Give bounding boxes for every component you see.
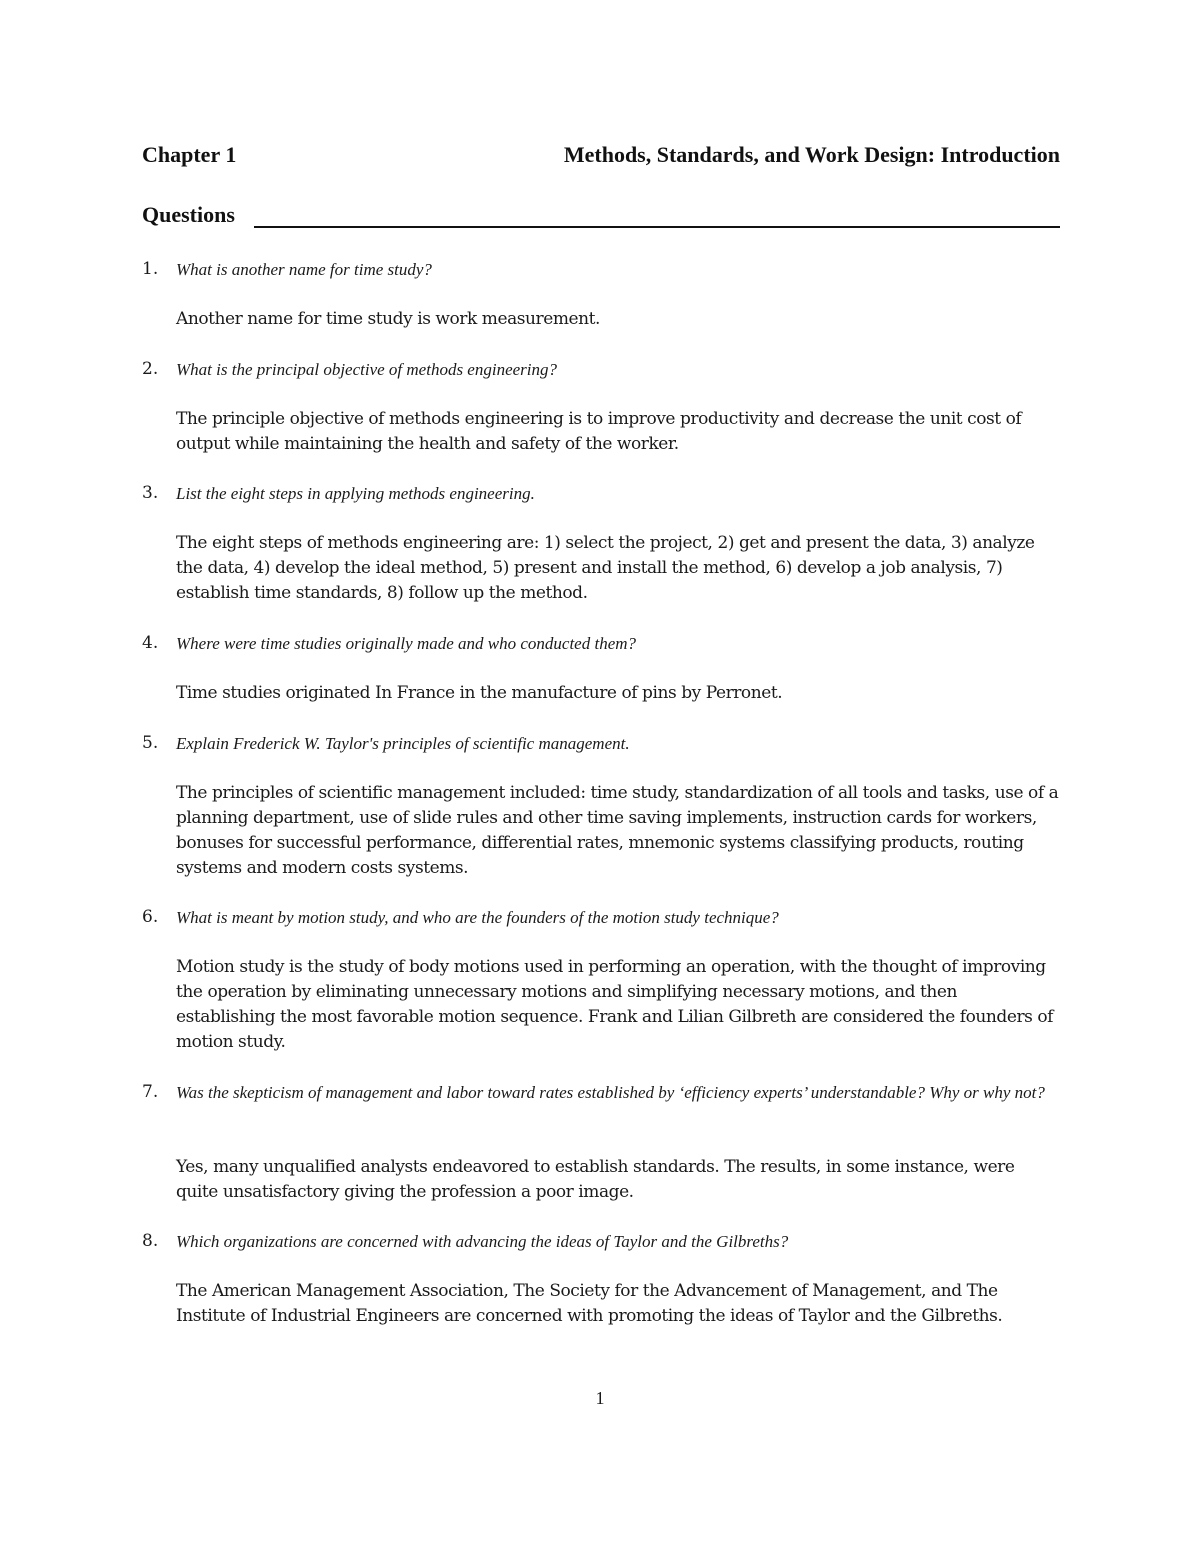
answer-text: The eight steps of methods engineering are: 1) select the project, 2) get and present the data, 3) analyze the data, 4) develop the ideal method, 5) present and install the method, 6) develop a job analysis, 7) establish time standards, 8) follow up the method.	[176, 533, 1035, 603]
question-number: 2.	[142, 359, 159, 379]
answer-text: Another name for time study is work measurement.	[176, 309, 600, 329]
question-text: What is the principal objective of methods engineering?	[176, 360, 558, 379]
answer-text: The principles of scientific management included: time study, standardization of all tools and tasks, use of a planning department, use of slide rules and other time saving implements, instruction cards for workers, bonuses for successful performance, differential rates, mnemonic systems classifying products, routing systems and modern costs systems.	[176, 783, 1059, 878]
question-text: What is meant by motion study, and who are the founders of the motion study technique?	[176, 908, 779, 927]
question-number: 8.	[142, 1231, 159, 1251]
answer-text: Yes, many unqualified analysts endeavored to establish standards. The results, in some instance, were quite unsatisfactory giving the profession a poor image.	[176, 1157, 1015, 1202]
questions-heading	[142, 202, 1060, 232]
question-number: 1.	[142, 259, 159, 279]
chapter-label: Chapter 1	[142, 142, 237, 167]
question-number: 3.	[142, 483, 159, 503]
question-text: What is another name for time study?	[176, 260, 432, 279]
chapter-title: Methods, Standards, and Work Design: Introduction	[563, 142, 1060, 167]
page-number: 1	[595, 1388, 605, 1408]
question-text: Which organizations are concerned with advancing the ideas of Taylor and the Gilbreths?	[176, 1232, 789, 1251]
questions-label: Questions	[142, 202, 235, 227]
question-number: 7.	[142, 1082, 159, 1102]
heading-rule	[254, 226, 1060, 228]
question-text: Was the skepticism of management and labor toward rates established by ‘efficiency experts’ understandable? Why or why not?	[176, 1083, 1045, 1102]
question-number: 6.	[142, 907, 159, 927]
chapter-header	[142, 142, 1060, 174]
question-number: 5.	[142, 733, 159, 753]
question-text: List the eight steps in applying methods engineering.	[176, 484, 535, 503]
answer-text: The principle objective of methods engineering is to improve productivity and decrease the unit cost of output while maintaining the health and safety of the worker.	[176, 409, 1022, 454]
question-text: Explain Frederick W. Taylor's principles of scientific management.	[176, 734, 630, 753]
answer-text: Time studies originated In France in the manufacture of pins by Perronet.	[176, 683, 783, 703]
question-number: 4.	[142, 633, 159, 653]
question-text: Where were time studies originally made and who conducted them?	[176, 634, 637, 653]
answer-text: The American Management Association, The Society for the Advancement of Management, and The Institute of Industrial Engineers are concerned with promoting the ideas of Taylor and the Gilbreths.	[176, 1281, 1003, 1326]
answer-text: Motion study is the study of body motions used in performing an operation, with the thought of improving the operation by eliminating unnecessary motions and simplifying necessary motions, and then establishing the most favorable motion sequence. Frank and Lilian Gilbreth are considered the founders of motion study.	[176, 957, 1053, 1052]
